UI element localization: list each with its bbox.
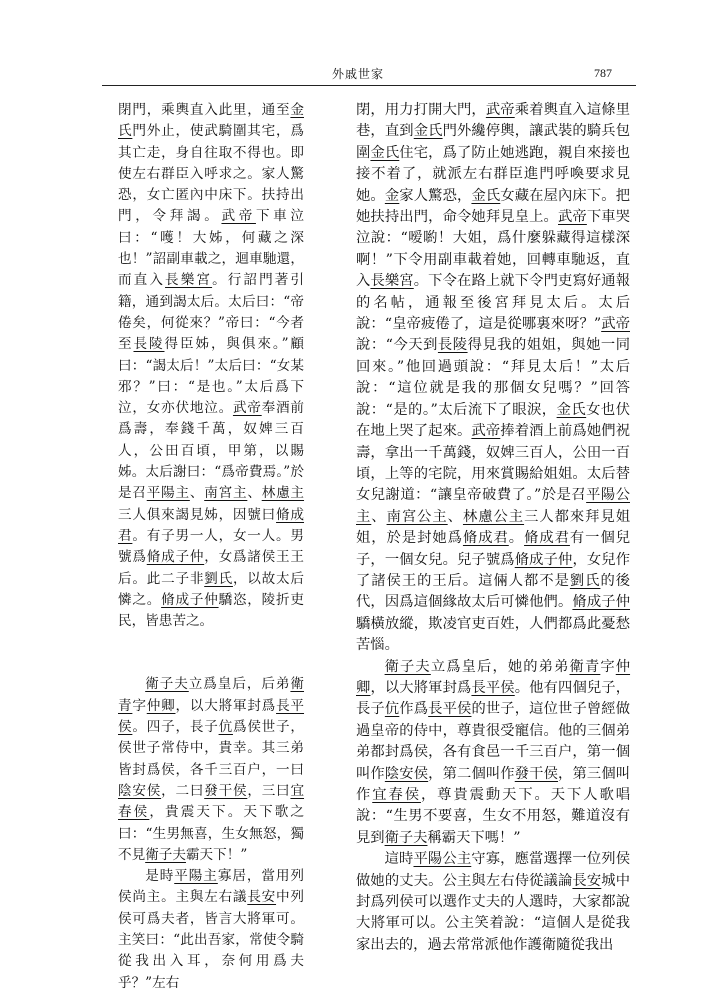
proper-name: 武帝 (485, 102, 515, 118)
proper-name: 仲卿 (146, 697, 176, 714)
proper-name: 劉氏 (204, 570, 233, 587)
text-run: 城中封爲列侯可以選作丈夫的人選時，大家都說大將軍可以。公主笑着說：“這個人是從我家出去的，過去常常派他作護衛隨從我出 (356, 872, 631, 953)
proper-name: 長平侯 (118, 697, 305, 736)
text-run: ，第三個叫作 (356, 765, 631, 803)
text-run: 字 (132, 697, 147, 714)
proper-name: 武帝 (558, 209, 587, 226)
text-run: 作爲 (399, 701, 429, 718)
text-run: 住宅，爲了防止她逃跑，親自來接也接不着了，就派左右群臣進門呼喚要求見她。 (356, 144, 631, 204)
proper-name: 長平侯 (471, 679, 515, 696)
text-run: 字 (600, 658, 616, 675)
proper-name: 脩成子仲 (161, 591, 219, 608)
proper-name: 伉 (384, 701, 400, 718)
proper-name: 陰安侯 (384, 765, 429, 782)
text-run: 奉酒前爲壽，奉錢千萬，奴婢三百人，公田百頃，甲第，以賜姊。太后謝曰：“爲帝費焉。”於是召 (118, 400, 304, 502)
text-run: 門外止，使武騎圍其宅，爲其亡走，身自往取不得也。即使左右群臣入呼求之。家人驚恐，女亡匿內中床下。扶持出門，令拜謁。 (118, 123, 305, 225)
text-run: 的世子，這位世子曾經做過皇帝的侍中，尊貴很受寵信。他的三個弟弟都封爲侯，各有食邑一千三百户，第一個叫作 (356, 701, 631, 782)
proper-name: 伉 (218, 719, 233, 736)
classical-paragraph-1 (118, 100, 304, 632)
text-run: ，女兒作了諸侯王的王后。這倆人都不是 (356, 551, 631, 589)
proper-name: 宜春侯 (372, 787, 421, 803)
proper-name: 長陵 (133, 336, 165, 353)
text-run: 。四子，長子 (132, 719, 219, 736)
proper-name: 金氏 (370, 144, 400, 161)
text-run: 、 (447, 508, 463, 525)
text-run: 、 (247, 485, 262, 502)
proper-name: 平陽公主 (413, 851, 472, 868)
text-run: 這時 (384, 851, 414, 868)
page-number: 787 (594, 66, 612, 80)
text-run: 下車泣曰：“嚄！大姊，何藏之深也！”詔副車載之，迴車馳還，而直入 (118, 208, 305, 289)
proper-name: 脩成子仲 (572, 594, 631, 611)
text-run: 守寡，應當選擇一位列侯做她的丈夫。公主與左右侍從議論 (356, 851, 631, 889)
proper-name: 金氏 (413, 123, 443, 140)
proper-name: 南宮公主 (386, 508, 448, 525)
text-run: 。他有四個兒子，長子 (356, 679, 631, 718)
proper-name: 衛子夫 (145, 676, 189, 693)
proper-name: 長陵 (437, 337, 468, 354)
proper-name: 衛子夫 (384, 658, 431, 675)
translation-paragraph-1 (356, 100, 630, 657)
proper-name: 脩成君 (118, 506, 305, 544)
text-run: 閉，用力打開大門， (356, 102, 486, 118)
translation-paragraph-3 (356, 849, 630, 956)
proper-name: 金氏 (471, 187, 501, 204)
text-run: ，女爲諸侯王王后。此二子非 (118, 549, 304, 587)
proper-name: 衛子夫 (145, 846, 186, 863)
proper-name: 武帝 (471, 423, 501, 440)
proper-name: 脩成君 (524, 530, 570, 547)
translation-paragraph-2 (356, 657, 630, 850)
proper-name: 平陽主 (146, 485, 190, 502)
text-run: 、 (371, 508, 387, 525)
text-run: 寡居，當用列侯尚主。主與左右議 (118, 868, 305, 906)
proper-name: 林慮公主 (462, 508, 525, 525)
proper-name: 衛青 (118, 676, 305, 714)
text-run: 稱霸天下嗎！” (427, 829, 521, 846)
text-run: 閉門，乘輿直入此里，通至 (118, 102, 291, 118)
proper-name: 發干侯 (204, 782, 248, 799)
translation-column (356, 100, 630, 956)
text-run: 三人俱來謁見姊，因號曰 (118, 506, 277, 523)
text-run: 三人都來拜見姐姐，於是封她爲 (356, 508, 631, 547)
proper-name: 脩成子仲 (146, 549, 205, 566)
text-run: 女也伏在地上哭了起來。 (356, 401, 631, 440)
proper-name: 武帝 (221, 208, 256, 225)
classical-paragraph-3 (118, 866, 304, 994)
text-run: 立爲皇后，后弟 (188, 676, 291, 693)
classical-text-column (118, 100, 304, 994)
proper-name: 平陽公主 (356, 487, 630, 525)
text-run: 說：“今天到 (356, 337, 438, 354)
text-run: 。下令在路上就下令門吏寫好通報的名帖，通報至後宮拜見太后。太后說：“皇帝疲倦了，這是從哪裏來呀？” (356, 273, 631, 333)
text-run: 。 (508, 530, 525, 547)
proper-name: 武帝 (232, 400, 262, 417)
proper-name: 脩成子仲 (514, 551, 573, 568)
text-run: 。有子男一人，女一人。男號爲 (118, 527, 305, 566)
text-run: 驕橫放縱，欺凌官吏百姓，人們都爲此憂愁苦惱。 (356, 615, 630, 654)
proper-name: 陰安侯 (118, 782, 162, 799)
text-run: 下車哭泣說：“嗳喲！大姐，爲什麼躲藏得這樣深啊！”下令用副車載着她，回轉車馳返，直入 (356, 209, 631, 290)
text-run: 家人驚恐， (399, 187, 472, 204)
text-run: 中列侯可爲夫者，皆言大將軍可。主笑曰：“此出吾家，常使令騎從我出入耳，奈何用爲夫乎？”左右 (118, 889, 305, 991)
proper-name: 長平侯 (428, 701, 472, 718)
proper-name: 衛子夫 (384, 829, 428, 846)
proper-name: 金氏 (118, 102, 304, 140)
proper-name: 宜春侯 (118, 782, 305, 821)
text-run: ，以大將軍封爲 (370, 679, 472, 696)
text-run: 驕恣，陵折吏民，皆患苦之。 (118, 591, 305, 630)
proper-name: 林慮主 (261, 485, 305, 502)
proper-name: 脩成君 (462, 530, 509, 547)
proper-name: 金氏 (556, 401, 587, 418)
text-run: ，尊貴震動天下。天下人歌唱說：“生男不要喜，生女不用怒，難道沒有見到 (356, 787, 631, 846)
classical-paragraph-2 (118, 674, 304, 866)
text-run: 是時 (145, 868, 175, 885)
paragraph-gap (118, 632, 304, 674)
text-run: ，貴震天下。天下歌之曰：“生男無喜，生女無怒，獨不見 (118, 804, 305, 863)
text-run: 霸天下！” (185, 846, 248, 863)
proper-name: 仲卿 (356, 658, 631, 696)
text-run: ，以大將軍封爲 (175, 697, 277, 714)
text-run: 捧着酒上前爲她們祝壽，拿出一千萬錢，奴婢三百人，公田一百頃，上等的宅院，用來賞賜給姐姐。太后替女兒謝道：“讓皇帝破費了。”於是召 (356, 423, 631, 504)
text-run: 、 (189, 485, 205, 502)
text-run: 的後代，因爲這個緣故太后可憐他們。 (356, 572, 631, 611)
proper-name: 長樂宮 (165, 272, 213, 289)
header-rule (102, 85, 636, 86)
proper-name: 長安 (247, 889, 277, 906)
proper-name: 南宮主 (204, 485, 248, 502)
proper-name: 劉氏 (569, 572, 601, 589)
text-run: 。行詔門著引籍，通到謁太后。太后曰：“帝倦矣，何從來？”帝曰：“今者至 (118, 272, 305, 353)
text-run: 得臣姊，與俱來。”顧曰：“謁太后！”太后曰：“女某邪？”曰：“是也。”太后爲下泣，女亦伏地泣。 (118, 336, 305, 417)
text-run: ，以故太后憐之。 (118, 570, 304, 608)
proper-name: 發干侯 (514, 765, 559, 782)
proper-name: 平陽主 (174, 868, 218, 885)
text-run: ，三曰 (247, 782, 291, 799)
text-run: 門外纔停輿，讓武裝的騎兵包圍 (356, 123, 631, 161)
proper-name: 長安 (572, 872, 602, 889)
text-run: 得見我的姐姐，與她一同回來。”他回過頭說：“拜見太后！”太后說：“這位就是我的那個女兒嗎？”回答說：“是的。”太后流下了眼淚， (356, 337, 631, 418)
proper-name: 武帝 (601, 316, 630, 333)
proper-name: 衛青 (569, 658, 601, 675)
text-run: 爲侯世子，侯世子常侍中，貴幸。其三弟皆封爲侯，各千三百户，一曰 (118, 719, 305, 778)
proper-name: 長樂宮 (370, 273, 414, 290)
text-run: 乘着輿直入這條里巷，直到 (356, 102, 631, 140)
text-run: ，二曰 (161, 782, 205, 799)
text-run: 女藏在屋內床下。把她扶持出門，命令她拜見皇上。 (356, 187, 631, 226)
page-header-title: 外戚世家 (331, 67, 384, 81)
text-run: 立爲皇后，她的弟弟 (430, 658, 570, 675)
text-run: 有一個兒子，一個女兒。兒子號爲 (356, 530, 631, 568)
proper-name: 金 (384, 187, 400, 204)
text-run: ，第二個叫作 (428, 765, 515, 782)
